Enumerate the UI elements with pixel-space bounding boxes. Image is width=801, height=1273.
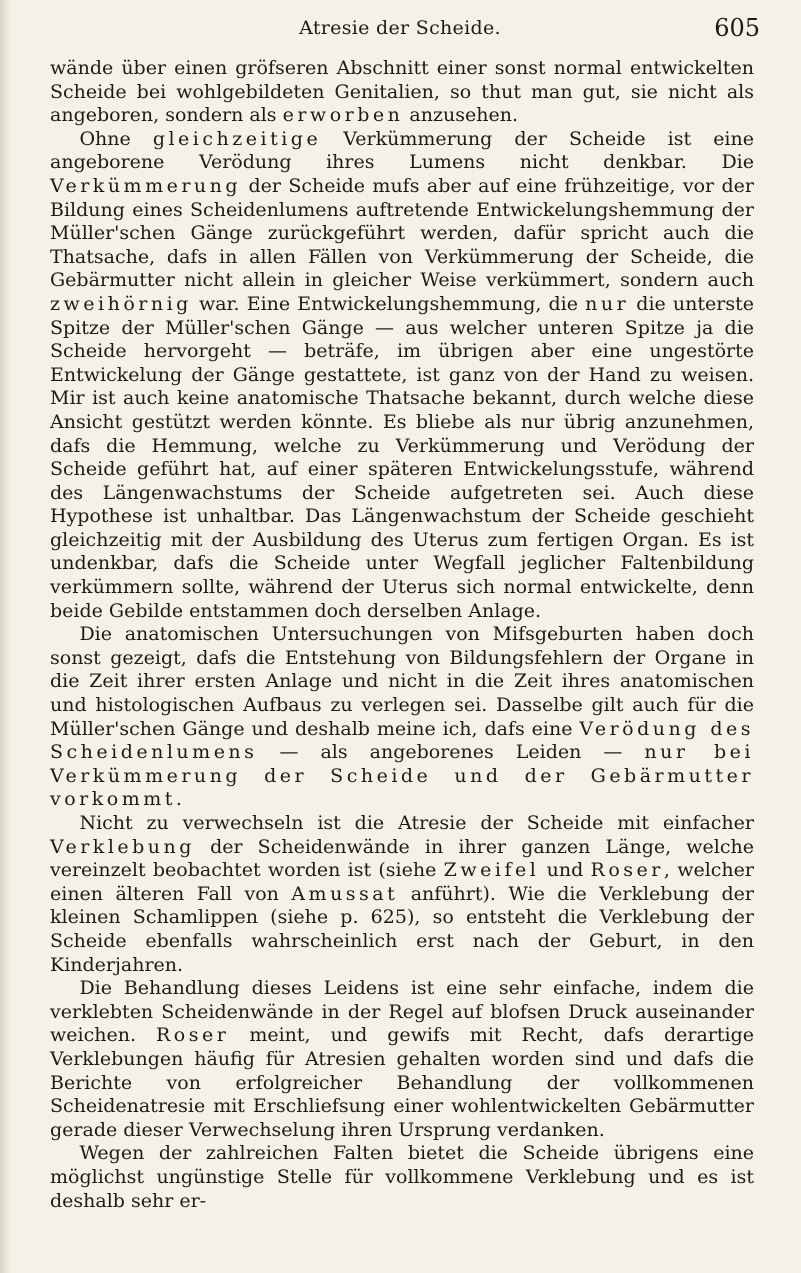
- text-run: die unterste Spitze der Müller'schen Gänge — aus welcher unteren Spitze ja die Scheide hervorgeht — beträfe, im übrigen aber eine ungestörte Entwickelung der Gänge gestattete, ist ganz von der Hand zu weisen. Mir ist auch keine anatomische Thatsache bekannt, durch welche diese Ansicht gestützt werden könnte. Es bliebe als nur übrig anzunehmen, dafs die Hemmung, welche zu Verkümmerung und Verödung der Scheide geführt hat, auf einer späteren Entwickelungsstufe, während des Längenwachstums der Scheide aufgetreten sei. Auch diese Hypothese ist unhaltbar. Das Längenwachstum der Scheide geschieht gleichzeitig mit der Ausbildung des Uterus zum fertigen Organ. Es ist undenkbar, dafs die Scheide unter Wegfall jeglicher Faltenbildung verkümmern sollte, während der Uterus sich normal entwickelte, denn beide Gebilde entstammen doch derselben Anlage.: [50, 292, 754, 622]
- text-run: und: [539, 859, 591, 882]
- text-run: Die Behandlung dieses Leidens ist eine sehr einfache, indem die verklebten Scheidenwände in der Regel auf blofsen Druck auseinander weichen.: [50, 977, 754, 1047]
- text-run: war. Eine Entwickelungshemmung, die: [191, 292, 586, 315]
- emphasis-text: Verkümmerung: [50, 174, 242, 197]
- page-number: 605: [714, 14, 760, 42]
- emphasis-text: nur bei Verkümmerung der Scheide und der Gebärmutter vorkommt.: [50, 741, 754, 811]
- emphasis-text: Roser: [590, 859, 664, 882]
- emphasis-text: Amussat: [291, 882, 399, 905]
- body-text: [50, 57, 754, 1213]
- emphasis-text: Zweifel: [443, 859, 540, 882]
- emphasis-text: Roser: [156, 1024, 230, 1047]
- text-run: der Scheide mufs aber auf eine frühzeitige, vor der Bildung eines Scheidenlumens auftretende Entwickelungshemmung der Müller'schen Gänge zurückgeführt werden, dafür spricht auch die Thatsache, dafs in allen Fällen von Verkümmerung der Scheide, die Gebärmutter nicht allein in gleicher Weise verkümmert, sondern auch: [50, 174, 754, 292]
- emphasis-text: zweihörnig: [50, 292, 192, 315]
- text-run: wände über einen gröfseren Abschnitt einer sonst normal entwickelten Scheide bei wohlgebildeten Genitalien, so thut man gut, sie nicht als angeboren, sondern als: [50, 57, 754, 127]
- paragraph: [50, 128, 754, 623]
- emphasis-text: erworben: [282, 104, 404, 127]
- paragraph: [50, 977, 754, 1142]
- running-title: Atresie der Scheide.: [299, 17, 501, 39]
- text-run: , welcher einen älteren Fall von: [50, 859, 754, 905]
- page-edge-shadow: [0, 0, 10, 1273]
- emphasis-text: Verödung des Scheidenlumens: [50, 717, 754, 764]
- text-run: meint, und gewifs mit Recht, dafs derartige Verklebungen häufig für Atresien gehalten worden sind und dafs die Berichte von erfolgreicher Behandlung der vollkommenen Scheidenatresie mit Erschliefsung einer wohlentwickelten Gebärmutter gerade dieser Verwechselung ihren Ursprung verdanken.: [50, 1024, 754, 1141]
- text-run: Wegen der zahlreichen Falten bietet die Scheide übrigens eine möglichst ungünstige Stelle für vollkommene Verklebung und es ist deshalb sehr er-: [50, 1142, 754, 1212]
- page-header: [40, 12, 760, 46]
- text-run: Nicht zu verwechseln ist die Atresie der Scheide mit einfacher: [79, 812, 754, 834]
- text-run: anführt). Wie die Verklebung der kleinen Schamlippen (siehe p. 625), so entsteht die Verklebung der Scheide ebenfalls wahrscheinlich erst nach der Geburt, in den Kinderjahren.: [50, 882, 755, 976]
- text-run: der Scheidenwände in ihrer ganzen Länge, welche vereinzelt beobachtet worden ist (siehe: [50, 835, 754, 882]
- text-run: anzusehen.: [403, 104, 518, 127]
- paragraph: [50, 812, 754, 977]
- emphasis-text: nur: [585, 292, 630, 315]
- text-run: Ohne: [79, 127, 153, 150]
- paragraph: [50, 57, 754, 128]
- paragraph: [50, 1142, 754, 1213]
- text-run: Die anatomischen Untersuchungen von Mifsgeburten haben doch sonst gezeigt, dafs die Entstehung von Bildungsfehlern der Organe in die Zeit ihrer ersten Anlage und nicht in die Zeit ihres anatomischen und histologischen Aufbaus zu verlegen sei. Dasselbe gilt auch für die Müller'schen Gänge und deshalb meine ich, dafs eine: [50, 623, 754, 740]
- emphasis-text: gleichzeitige: [152, 127, 322, 150]
- paragraph: [50, 623, 754, 812]
- text-run: Verkümmerung der Scheide ist eine angeborene Verödung ihres Lumens nicht denkbar. Die: [50, 127, 754, 174]
- emphasis-text: Verklebung: [50, 835, 195, 858]
- text-run: — als angeborenes Leiden —: [257, 741, 645, 764]
